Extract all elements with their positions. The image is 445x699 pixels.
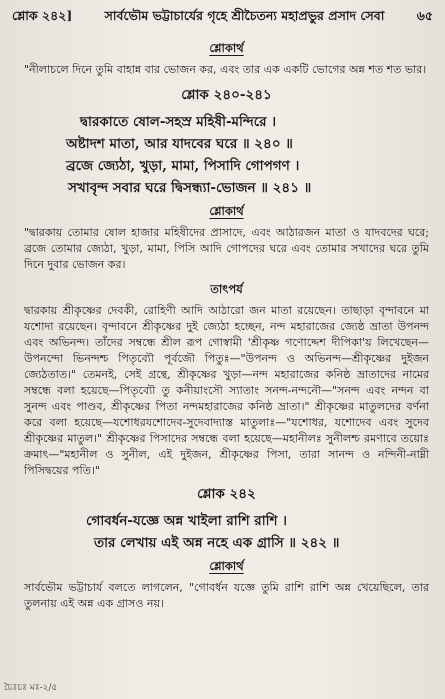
page-body xyxy=(24,36,429,614)
verse-line: দ্বারকাতে ষোল-সহস্র মহিষী-মন্দিরে । xyxy=(80,114,277,130)
translation-label: শ্লোকার্থ xyxy=(209,204,244,218)
header-chapter-title: সার্বভৌম ভট্টাচার্যের গৃহে শ্রীচৈতন্য মহাপ্রভুর প্রসাদ সেবা xyxy=(104,8,385,23)
verse-line: অষ্টাদশ মাতা, আর যাদবের ঘরে ॥ ২৪০ ॥ xyxy=(66,136,293,152)
page-number: ৬৫ xyxy=(416,8,433,23)
translation-paragraph: সার্বভৌম ভট্টাচার্য বলতে লাগলেন, "গোবর্ধন যজ্ঞে তুমি রাশি রাশি অন্ন খেয়েছিলে, তার তুলনায় এই অন্ন এক গ্রাসও নয়। xyxy=(24,581,429,610)
purport-label: তাৎপর্য xyxy=(210,282,243,296)
verse-number-heading: শ্লোক ২৪২ xyxy=(197,486,256,502)
verse-line: ব্রজে জ্যেঠা, খুড়া, মামা, পিসাদি গোপগণ । xyxy=(66,158,300,174)
verse-number-heading: শ্লোক ২৪০-২৪১ xyxy=(181,87,272,103)
purport-paragraph: দ্বারকায় শ্রীকৃষ্ণের দেবকী, রোহিণী আদি আঠারো জন মাতা রয়েছেন। তাছাড়া বৃন্দাবনে মা যশোদা রয়েছেন। বৃন্দাবনে শ্রীকৃষ্ণের দুই জ্যেঠা হচ্ছেন, নন্দ মহারাজের জ্যেষ্ঠ ভ্রাতা উপনন্দ এবং অভিনন্দ। তাঁদের সম্বন্ধে শ্রীল রূপ গোস্বামী 'শ্রীকৃষ্ণ গণোদ্দেশ দীপিকা'য় লিখেছেন—উপনন্দো ভিনন্দশ্চ পিতৃব্যৌ পূর্বজৌ পিতুঃ—"উপনন্দ ও অভিনন্দ—শ্রীকৃষ্ণের দুইজন জ্যেঠতাত।" তেমনই, সেই গ্রন্থে, শ্রীকৃষ্ণের খুড়া—নন্দ মহারাজের কনিষ্ঠ ভ্রাতাদের নামের সম্বন্ধে বলা হয়েছে—পিতৃব্যৌ তু কনীয়াংসৌ স্যাতাং সনন্দ-নন্দনৌ—"সনন্দ এবং নন্দন বা সুনন্দ এবং পাণ্ডব, শ্রীকৃষ্ণের পিতা নন্দমহারাজের কনিষ্ঠ ভ্রাতা।" শ্রীকৃষ্ণের মাতুলদের বর্ণনা করে বলা হয়েছে—যশোধরযশোদেব-সুদেবাদ্যাস্ত মাতুলাঃ—"যশোধর, যশোদেব এবং সুদেব শ্রীকৃষ্ণের মাতুল।" শ্রীকৃষ্ণের পিসাদের সম্বন্ধে বলা হয়েছে—মহানীলঃ সুনীলশ্চ রমণাবে তয়োঃ ক্রমাৎ—"মহানীল ও সুনীল, এই দুইজন, শ্রীকৃষ্ণের পিসা, তারা সানন্দ ও নন্দিনী-নাম্নী পিসিদ্বয়ের পতি।" xyxy=(24,304,429,477)
translation-label: শ্লোকার্থ xyxy=(209,41,244,55)
header-verse-ref: শ্লোক ২৪২] xyxy=(12,8,73,23)
signature-mark: চৈঃচঃ মঃ-২/৫ xyxy=(4,683,58,693)
verse-line: সখাবৃন্দ সবার ঘরে দ্বিসন্ধ্যা-ভোজন ॥ ২৪১ ॥ xyxy=(68,180,312,196)
running-header xyxy=(12,8,433,30)
verse-line: গোবর্ধন-যজ্ঞে অন্ন খাইলা রাশি রাশি । xyxy=(86,513,287,529)
verse-line: তার লেখায় এই অন্ন নহে এক গ্রাসি ॥ ২৪২ ॥ xyxy=(94,535,340,551)
translation-paragraph: "নীলাচলে দিনে তুমি বাহান্ন বার ভোজন কর, এবং তার এক একটি ভোগের অন্ন শত শত ভার। xyxy=(24,63,427,76)
translation-paragraph: "দ্বারকায় তোমার ষোল হাজার মহিষীদের প্রাসাদে, এবং আঠারজন মাতা ও যাদবদের ঘরে; ব্রজে তোমার জ্যেঠা, খুড়া, মামা, পিসি আদি গোপদের ঘরে এবং তোমার সখাদের ঘরে তুমি দিনে দুবার ভোজন কর। xyxy=(24,226,429,271)
translation-label: শ্লোকার্থ xyxy=(209,559,244,573)
